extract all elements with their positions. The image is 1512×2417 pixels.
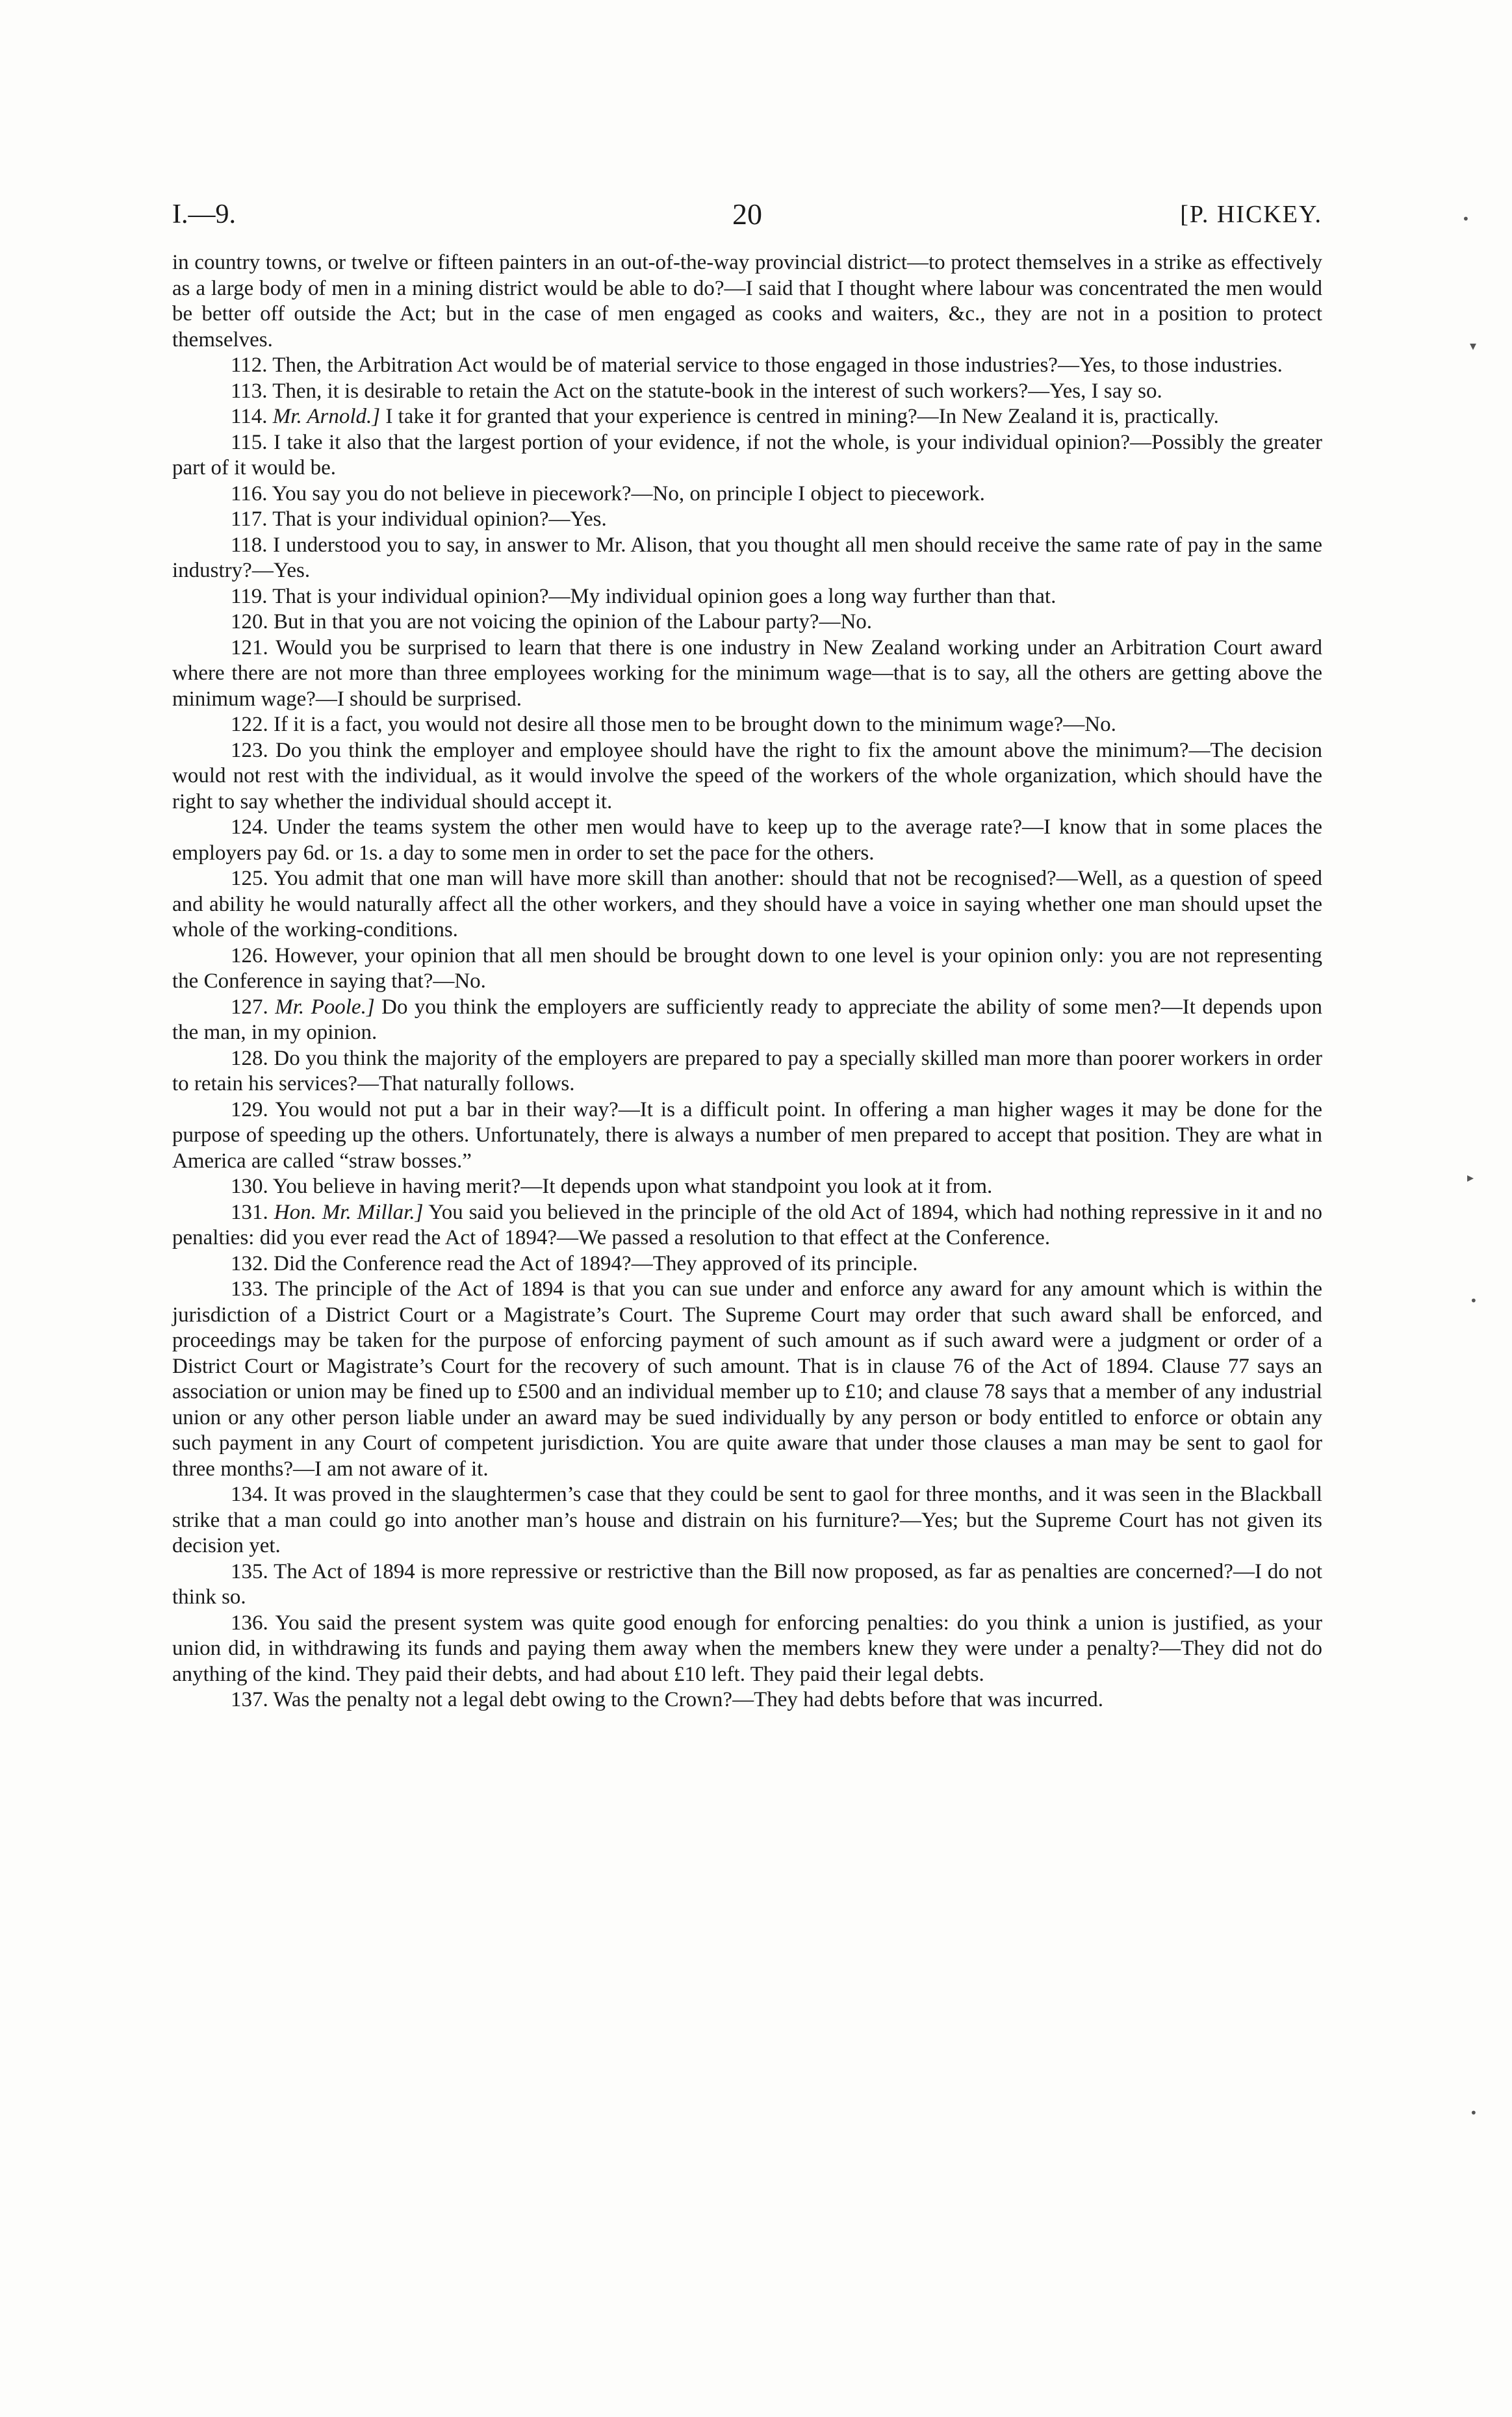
question-number: 114. bbox=[231, 405, 273, 428]
paragraph-text: Do you think the employer and employee should have the right to fix the amount above the minimum?—The decision would not rest with the individual, as it would involve the speed of the workers of the whole organization, which should have the right to say whether the individual should accept it. bbox=[172, 738, 1322, 813]
paragraph-text: You would not put a bar in their way?—It is a difficult point. In offering a man higher wages it may be done for the purpose of speeding up the others. Unfortunately, there is always a number of men prepared to accept that position. They are what in America are called “straw bosses.” bbox=[172, 1097, 1322, 1173]
question-paragraph bbox=[172, 404, 1322, 430]
question-number: 120. bbox=[231, 610, 274, 633]
speaker-name: Hon. Mr. Millar.] bbox=[274, 1200, 424, 1224]
paragraph-text: You admit that one man will have more skill than another: should that not be recognised?—Well, as a question of speed and ability he would naturally affect all the other workers, and they should have a voice in saying whether one man should upset the whole of the working-conditions. bbox=[172, 867, 1322, 941]
question-number: 126. bbox=[231, 943, 275, 967]
paragraph-text: Did the Conference read the Act of 1894?—They approved of its principle. bbox=[274, 1251, 918, 1275]
question-number: 137. bbox=[231, 1688, 274, 1711]
paragraph-text: Do you think the majority of the employers are prepared to pay a specially skilled man more than poorer workers in order to retain his services?—That naturally follows. bbox=[172, 1046, 1323, 1095]
question-number: 127. bbox=[231, 995, 275, 1019]
paragraph-text: I take it for granted that your experience is centred in mining?—In New Zealand it is, practically. bbox=[385, 405, 1219, 428]
paragraph-text: I understood you to say, in answer to Mr. Alison, that you thought all men should receive the same rate of pay in the same industry?—Yes. bbox=[172, 533, 1322, 582]
question-paragraph bbox=[172, 1251, 1322, 1277]
scan-speck: • bbox=[1470, 1293, 1478, 1309]
question-number: 132. bbox=[231, 1251, 274, 1275]
speaker-name: Mr. Poole.] bbox=[275, 995, 375, 1019]
scan-speck: • bbox=[1462, 211, 1470, 227]
question-paragraph bbox=[172, 1174, 1322, 1200]
question-paragraph bbox=[172, 1482, 1322, 1559]
question-paragraph bbox=[172, 738, 1322, 815]
question-paragraph bbox=[172, 1277, 1322, 1482]
paragraph-text: You said you believed in the principle of the old Act of 1894, which had nothing repressive in it and no penalties: did you ever read the Act of 1894?—We passed a resolution to that effect at the Conference. bbox=[172, 1200, 1323, 1249]
question-number: 112. bbox=[231, 353, 273, 377]
question-number: 116. bbox=[231, 481, 272, 505]
paragraph-text: I take it also that the largest portion of your evidence, if not the whole, is your individual opinion?—Possibly the greater part of it would be. bbox=[172, 430, 1322, 480]
question-paragraph bbox=[172, 481, 1322, 507]
question-number: 134. bbox=[231, 1483, 274, 1506]
question-paragraph bbox=[172, 1687, 1322, 1713]
speaker-name: Mr. Arnold.] bbox=[272, 405, 381, 428]
question-paragraph bbox=[172, 609, 1322, 635]
question-paragraph bbox=[172, 533, 1322, 584]
page-number: 20 bbox=[732, 198, 762, 231]
question-paragraph bbox=[172, 995, 1322, 1046]
scan-speck: • bbox=[1470, 2105, 1478, 2121]
question-number: 136. bbox=[231, 1611, 275, 1635]
question-number: 122. bbox=[231, 713, 274, 736]
question-paragraph bbox=[172, 1200, 1322, 1251]
question-number: 124. bbox=[231, 815, 277, 839]
question-number: 130. bbox=[231, 1175, 273, 1198]
paragraph-text: in country towns, or twelve or fifteen painters in an out-of-the-way provincial district—to protect themselves in a strike as effectively as a large body of men in a mining district would be able to do?—I said that I thought where labour was concentrated the men would be better off outside the Act; but in the case of men engaged as cooks and waiters, &c., they are not in a position to protect themselves. bbox=[172, 251, 1322, 352]
document-body bbox=[172, 250, 1322, 1713]
paragraph-text: The Act of 1894 is more repressive or restrictive than the Bill now proposed, as far as penalties are concerned?—I do not think so. bbox=[172, 1559, 1322, 1609]
question-paragraph bbox=[172, 584, 1322, 610]
question-paragraph bbox=[172, 866, 1322, 943]
paragraph-text: However, your opinion that all men should be brought down to one level is your opinion only: you are not representing the Conference in saying that?—No. bbox=[172, 943, 1323, 993]
question-paragraph bbox=[172, 1046, 1322, 1097]
question-paragraph bbox=[172, 943, 1322, 995]
page-header bbox=[172, 192, 1322, 237]
question-number: 119. bbox=[231, 584, 273, 608]
question-number: 135. bbox=[231, 1559, 274, 1583]
paragraph-text: You said the present system was quite good enough for enforcing penalties: do you think a union is justified, as your union did, in withdrawing its funds and paying them away when the members knew they were under a penalty?—They did not do anything of the kind. They paid their debts, and had about £10 left. They paid their legal debts. bbox=[172, 1611, 1322, 1686]
paragraph-text: That is your individual opinion?—Yes. bbox=[272, 507, 607, 531]
question-number: 125. bbox=[231, 867, 274, 890]
paragraph-text: Then, it is desirable to retain the Act on the statute-book in the interest of such workers?—Yes, I say so. bbox=[272, 379, 1162, 403]
witness-name: [P. HICKEY. bbox=[1180, 201, 1322, 228]
question-paragraph bbox=[172, 1611, 1322, 1688]
question-number: 131. bbox=[231, 1200, 274, 1224]
question-paragraph bbox=[172, 353, 1322, 379]
question-number: 118. bbox=[231, 533, 274, 557]
paragraph-text: The principle of the Act of 1894 is that you can sue under and enforce any award for any amount which is within the jurisdiction of a District Court or a Magistrate’s Court. The Supreme Court may order that such award shall be enforced, and proceedings may be taken for the purpose of enforcing payment of such amount as if such award were a judgment or order of a District Court or Magistrate’s Court for the recovery of such amount. That is in clause 76 of the Act of 1894. Clause 77 says an association or union may be fined up to £500 and an individual member up to £10; and clause 78 says that a member of any industrial union or any other person liable under an award may be sued individually by any person or body entitled to enforce or obtain any such payment in any Court of competent jurisdiction. You are quite aware that under those clauses a man may be sent to gaol for three months?—I am not aware of it. bbox=[172, 1277, 1323, 1481]
question-number: 113. bbox=[231, 379, 273, 403]
question-number: 117. bbox=[231, 507, 273, 531]
paragraph-text: Do you think the employers are sufficiently ready to appreciate the ability of some men?—It depends upon the man, in my opinion. bbox=[172, 995, 1322, 1044]
question-paragraph bbox=[172, 507, 1322, 533]
paragraph-text: It was proved in the slaughtermen’s case that they could be sent to gaol for three months, and it was seen in the Blackball strike that a man could go into another man’s house and distrain on his furniture?—Yes; but the Supreme Court has not given its decision yet. bbox=[172, 1483, 1323, 1557]
question-number: 121. bbox=[231, 635, 276, 659]
question-paragraph bbox=[172, 712, 1322, 738]
question-paragraph bbox=[172, 379, 1322, 405]
question-paragraph bbox=[172, 1097, 1322, 1175]
question-number: 123. bbox=[231, 738, 275, 762]
paragraph-text: That is your individual opinion?—My individual opinion goes a long way further than that. bbox=[272, 584, 1057, 608]
paragraph-text: If it is a fact, you would not desire all those men to be brought down to the minimum wage?—No. bbox=[274, 713, 1116, 736]
question-number: 133. bbox=[231, 1277, 275, 1301]
paragraph-text: But in that you are not voicing the opinion of the Labour party?—No. bbox=[274, 610, 873, 633]
question-paragraph bbox=[172, 1559, 1322, 1611]
question-paragraph bbox=[172, 430, 1322, 481]
paragraph-text: Was the penalty not a legal debt owing to the Crown?—They had debts before that was incurred. bbox=[273, 1688, 1103, 1711]
question-number: 128. bbox=[231, 1046, 274, 1070]
paragraph-text: Under the teams system the other men would have to keep up to the average rate?—I know that in some places the employers pay 6d. or 1s. a day to some men in order to set the pace for the others. bbox=[172, 815, 1322, 865]
question-paragraph bbox=[172, 635, 1322, 713]
question-number: 129. bbox=[231, 1097, 275, 1121]
paragraph-text: Would you be surprised to learn that there is one industry in New Zealand working under an Arbitration Court award where there are not more than three employees working for the minimum wage—that is to say, all the others are getting above the minimum wage?—I should be surprised. bbox=[172, 635, 1322, 711]
question-paragraph bbox=[172, 815, 1322, 866]
continued-paragraph bbox=[172, 250, 1322, 353]
paragraph-text: You believe in having merit?—It depends upon what standpoint you look at it from. bbox=[272, 1175, 993, 1198]
paper-reference: I.—9. bbox=[172, 199, 236, 229]
scan-speck: ▾ bbox=[1470, 338, 1477, 353]
paragraph-text: Then, the Arbitration Act would be of material service to those engaged in those industries?—Yes, to those industries. bbox=[272, 353, 1283, 377]
paragraph-text: You say you do not believe in piecework?—No, on principle I object to piecework. bbox=[272, 481, 985, 505]
scan-speck: ▸ bbox=[1467, 1170, 1474, 1185]
question-number: 115. bbox=[231, 430, 274, 454]
